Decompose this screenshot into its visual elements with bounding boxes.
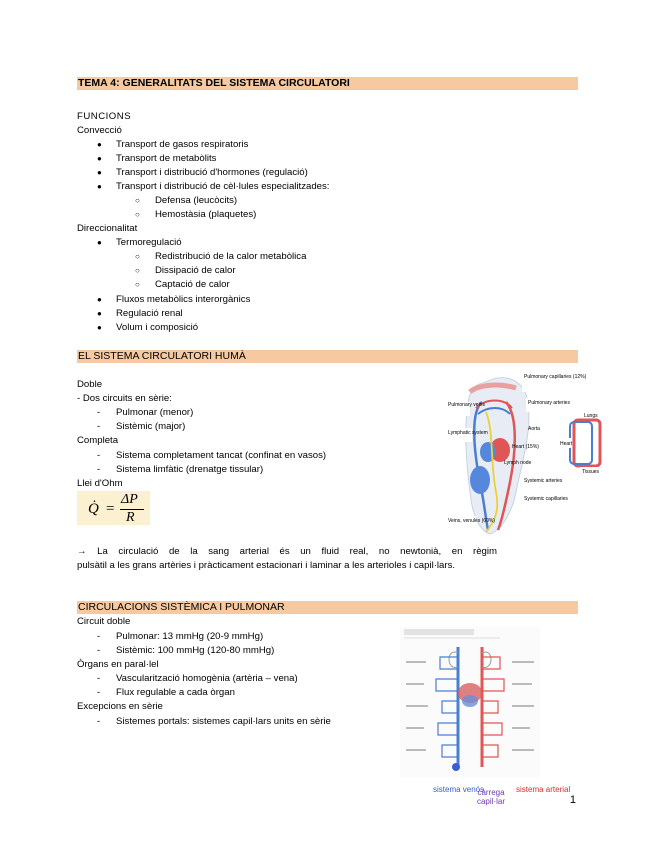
fig-label-lymph-node: Lymph node [504, 460, 532, 466]
note-line-1: → La circulació de la sang arterial és un fluid real, no newtonià, en règim [77, 546, 497, 557]
formula-equals: = [106, 501, 115, 517]
dash-icon: - [97, 716, 101, 727]
ohm-label: Llei d'Ohm [77, 478, 123, 489]
bullet-icon: ● [97, 295, 102, 304]
sub-list-item: Captació de calor [155, 279, 230, 290]
fig-label-aorta: Aorta [528, 426, 540, 432]
direction-label: Direccionalitat [77, 223, 138, 234]
dash-icon: - [97, 450, 101, 461]
circuit-schematic-figure [560, 412, 610, 474]
fig-label-veins: Veins, venules (60%) [448, 518, 495, 524]
bullet-icon: ● [97, 168, 102, 177]
ohm-formula [77, 491, 150, 525]
dash-icon: - [97, 464, 101, 475]
list-item: Regulació renal [116, 308, 183, 319]
caption-capillary: càrrega capil·lar [476, 788, 505, 806]
list-item: Transport i distribució de cèl·lules especialitzades: [116, 181, 330, 192]
formula-lhs: Q̇ [88, 501, 99, 517]
dash-icon: - [97, 407, 101, 418]
fig-label-pulm-caps: Pulmonary capillaries (12%) [524, 374, 587, 380]
list-item: Sistèmic (major) [116, 421, 186, 432]
circle-bullet-icon: ○ [135, 252, 140, 261]
functions-heading: FUNCIONS [77, 111, 132, 122]
complete-label: Completa [77, 435, 119, 446]
dash-icon: - [97, 631, 101, 642]
circulatory-system-figure [446, 372, 587, 538]
list-item: Volum i composició [116, 322, 199, 333]
schematic-heart: Heart [560, 441, 573, 447]
list-item: Sistema completament tancat (confinat en vasos) [116, 450, 327, 461]
sub-list-item: Redistribució de la calor metabòlica [155, 251, 307, 262]
fig-label-pulm-veins: Pulmonary veins [448, 402, 485, 408]
organs-label: Òrgans en paral·lel [77, 659, 159, 670]
section-heading-human-system: EL SISTEMA CIRCULATORI HUMÀ [77, 350, 578, 363]
circle-bullet-icon: ○ [135, 196, 140, 205]
circle-bullet-icon: ○ [135, 266, 140, 275]
sub-list-item: Defensa (leucòcits) [155, 195, 238, 206]
sub-list-item: Hemostàsia (plaquetes) [155, 209, 257, 220]
schematic-lungs: Lungs [584, 413, 598, 419]
fig-label-sys-arteries: Systemic arteries [524, 478, 563, 484]
list-item: Pulmonar (menor) [116, 407, 194, 418]
list-item: Fluxos metabòlics interorgànics [116, 294, 251, 305]
exceptions-label: Excepcions en sèrie [77, 701, 163, 712]
systemic-pulmonary-figure [400, 627, 540, 777]
list-item: Transport de gasos respiratoris [116, 139, 249, 150]
bullet-icon: ● [97, 140, 102, 149]
dash-icon: - [97, 645, 101, 656]
sub-list-item: Dissipació de calor [155, 265, 236, 276]
fig-label-heart: Heart (15%) [512, 444, 539, 450]
bullet-icon: ● [97, 238, 102, 247]
formula-numerator: ΔP [121, 492, 138, 507]
page-number: 1 [569, 794, 576, 806]
fig-label-lymph-sys: Lymphatic system [448, 430, 488, 436]
list-item: Vascularització homogènia (artèria – vena) [116, 673, 298, 684]
circle-bullet-icon: ○ [135, 210, 140, 219]
circle-bullet-icon: ○ [135, 280, 140, 289]
list-item: Pulmonar: 13 mmHg (20-9 mmHg) [116, 631, 264, 642]
bullet-icon: ● [97, 182, 102, 191]
fig-label-pulm-art: Pulmonary arteries [528, 400, 570, 406]
note-line-2: pulsàtil a les grans artèries i pràcticament estacionari i laminar a les arterioles i capil·lars. [77, 560, 456, 571]
dash-icon: - [97, 421, 101, 432]
circuit-label: Circuit doble [77, 616, 131, 627]
section-heading-circulations: CIRCULACIONS SISTÈMICA I PULMONAR [77, 601, 578, 614]
list-item: Termoregulació [116, 237, 182, 248]
schematic-tissues: Tissues [582, 469, 600, 475]
double-label: Doble [77, 379, 103, 390]
list-item: Flux regulable a cada òrgan [116, 687, 235, 698]
bullet-icon: ● [97, 309, 102, 318]
list-item: Transport de metabòlits [116, 153, 217, 164]
list-item: Sistemes portals: sistemes capil·lars units en sèrie [116, 716, 331, 727]
series-label: - Dos circuits en sèrie: [77, 393, 172, 404]
bullet-icon: ● [97, 323, 102, 332]
dash-icon: - [97, 687, 101, 698]
list-item: Transport i distribució d'hormones (regulació) [116, 167, 308, 178]
caption-venous: sistema venós [433, 785, 485, 794]
formula-denominator: R [126, 510, 135, 525]
document-title: TEMA 4: GENERALITATS DEL SISTEMA CIRCULATORI [77, 77, 578, 90]
list-item: Sistèmic: 100 mmHg (120-80 mmHg) [116, 645, 275, 656]
fig-label-sys-caps: Systemic capillaries [524, 496, 568, 502]
bullet-icon: ● [97, 154, 102, 163]
caption-arterial: sistema arterial [516, 785, 571, 794]
convection-label: Convecció [77, 125, 122, 136]
dash-icon: - [97, 673, 101, 684]
list-item: Sistema limfàtic (drenatge tissular) [116, 464, 264, 475]
